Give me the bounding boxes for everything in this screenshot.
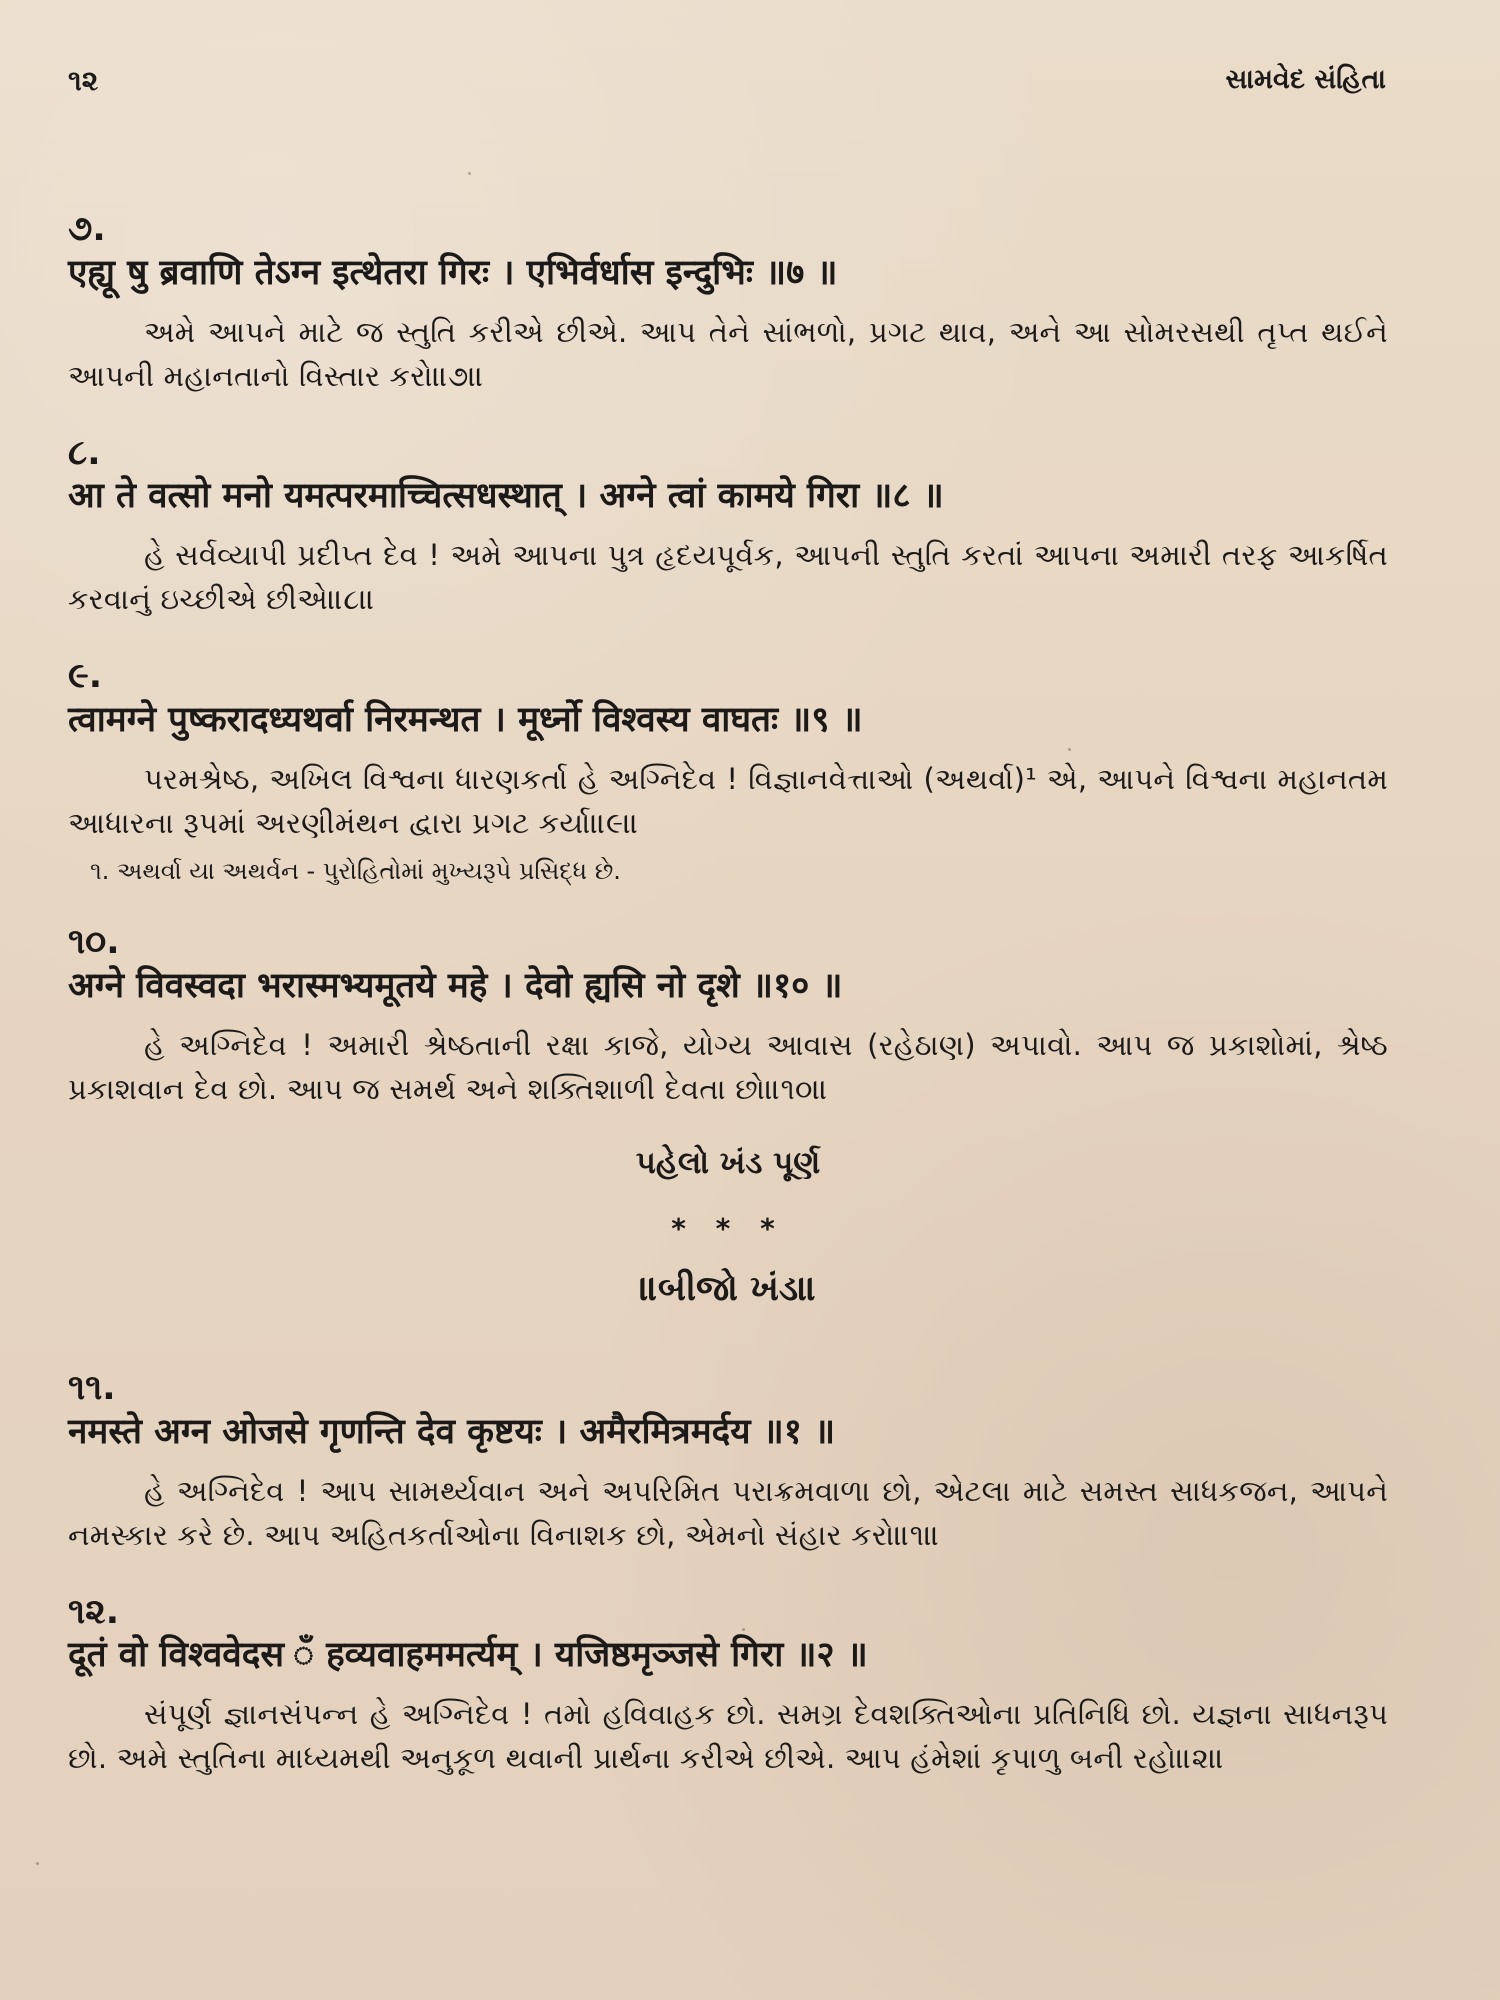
gujarati-translation: હે અગ્નિદેવ ! અમારી શ્રેષ્ઠતાની રક્ષા કાજે, યોગ્ય આવાસ (રહેઠાણ) અપાવો. આપ જ પ્રકાશોમાં, શ્રેષ્ઠ પ્રકાશવાન દેવ છો. આપ જ સમર્થ અને શક્તિશાળી દેવતા છો॥૧૦॥ (68, 1027, 1388, 1106)
verse-number: ૭. (68, 209, 106, 249)
verse-block (68, 1591, 1388, 1781)
gujarati-translation: અમે આપને માટે જ સ્તુતિ કરીએ છીએ. આપ તેને સાંભળો, પ્રગટ થાવ, અને આ સોમરસથી તૃપ્ત થઈને આપની મહાનતાનો વિસ્તાર કરો॥૭॥ (68, 314, 1388, 393)
gujarati-translation: હે સર્વવ્યાપી પ્રદીપ્ત દેવ ! અમે આપના પુત્ર હૃદયપૂર્વક, આપની સ્તુતિ કરતાં આપના અમારી તરફ આકર્ષિત કરવાનું ઇચ્છીએ છીએ॥૮॥ (68, 538, 1388, 617)
sanskrit-verse (68, 1367, 1388, 1455)
page-header (68, 64, 1386, 104)
sanskrit-verse (68, 655, 1388, 743)
verse-number: ૧૨. (68, 1591, 119, 1632)
page-content (68, 208, 1388, 1814)
sanskrit-verse (68, 208, 1388, 296)
sanskrit-text: आ ते वत्सो मनो यमत्परमाच्चित्सधस्थात् । अग्ने त्वां कामये गिरा ॥८ ॥ (68, 476, 944, 517)
gujarati-translation: પરમશ્રેષ્ઠ, અખિલ વિશ્વના ધારણકર્તા હે અગ્નિદેવ ! વિજ્ઞાનવેત્તાઓ (અથર્વા)¹ એ, આપને વિશ્વના મહાનતમ આધારના રૂપમાં અરણીમંથન દ્વારા પ્રગટ કર્યા॥૯॥ (68, 761, 1388, 840)
verse-block (68, 432, 1388, 622)
sanskrit-text: एह्यू षु ब्रवाणि तेऽग्न इत्थेतरा गिरः । एभिर्वर्धास इन्दुभिः ॥७ ॥ (68, 252, 838, 293)
sanskrit-verse (68, 1591, 1388, 1679)
verse-number: ૧૧. (68, 1368, 116, 1409)
verse-block (68, 1367, 1388, 1557)
verse-block (68, 921, 1388, 1111)
verse-number: ૮. (68, 432, 101, 473)
sanskrit-text: अग्ने विवस्वदा भरास्मभ्यमूतये महे । देवो ह्यसि नो दृशे ॥१० ॥ (68, 966, 843, 1007)
running-title: સામવેદ સંહિતા (1225, 64, 1386, 95)
paper-speck (36, 1862, 39, 1865)
verse-block (68, 208, 1388, 398)
gujarati-translation: હે અગ્નિદેવ ! આપ સામર્થ્યવાન અને અપરિમિત પરાક્રમવાળા છો, એટલા માટે સમસ્ત સાધકજન, આપને નમસ્કાર કરે છે. આપ અહિતકર્તાઓના વિનાશક છો, એમનો સંહાર કરો॥૧॥ (68, 1473, 1388, 1552)
verse-block (68, 655, 1388, 887)
section-start-label: ॥બીજો ખંડ॥ (639, 1269, 817, 1310)
section-end-label: પહેલો ખંડ પૂર્ણ (635, 1145, 821, 1182)
section-divider-stars: * * * (671, 1212, 785, 1246)
verse-number: ૯. (68, 656, 103, 697)
gujarati-translation: સંપૂર્ણ જ્ઞાનસંપન્ન હે અગ્નિદેવ ! તમો હવિવાહક છો. સમગ્ર દેવશક્તિઓના પ્રતિનિધિ છો. યજ્ઞના સાધનરૂપ છો. અમે સ્તુતિના માધ્યમથી અનુકૂળ થવાની પ્રાર્થના કરીએ છીએ. આપ હંમેશાં કૃપાળુ બની રહો॥૨॥ (68, 1697, 1388, 1776)
paper-speck (468, 172, 471, 175)
sanskrit-text: त्वामग्ने पुष्करादध्यथर्वा निरमन्थत । मूर्ध्नो विश्वस्य वाघतः ॥९ ॥ (68, 700, 863, 741)
footnote: ૧. અથર્વા યા અથર્વન - પુરોહિતોમાં મુખ્યરૂપે પ્રસિદ્ધ છે. (90, 856, 621, 885)
page-number: ૧૨ (68, 64, 99, 97)
sanskrit-text: दूतं वो विश्ववेदस ँ हव्यवाहममर्त्यम् । यजिष्ठमृञ्जसे गिरा ॥२ ॥ (68, 1635, 868, 1676)
sanskrit-verse (68, 921, 1388, 1009)
sanskrit-verse (68, 432, 1388, 520)
verse-number: ૧૦. (68, 922, 120, 963)
sanskrit-text: नमस्ते अग्न ओजसे गृणन्ति देव कृष्टयः । अमैरमित्रमर्दय ॥१ ॥ (68, 1411, 836, 1452)
